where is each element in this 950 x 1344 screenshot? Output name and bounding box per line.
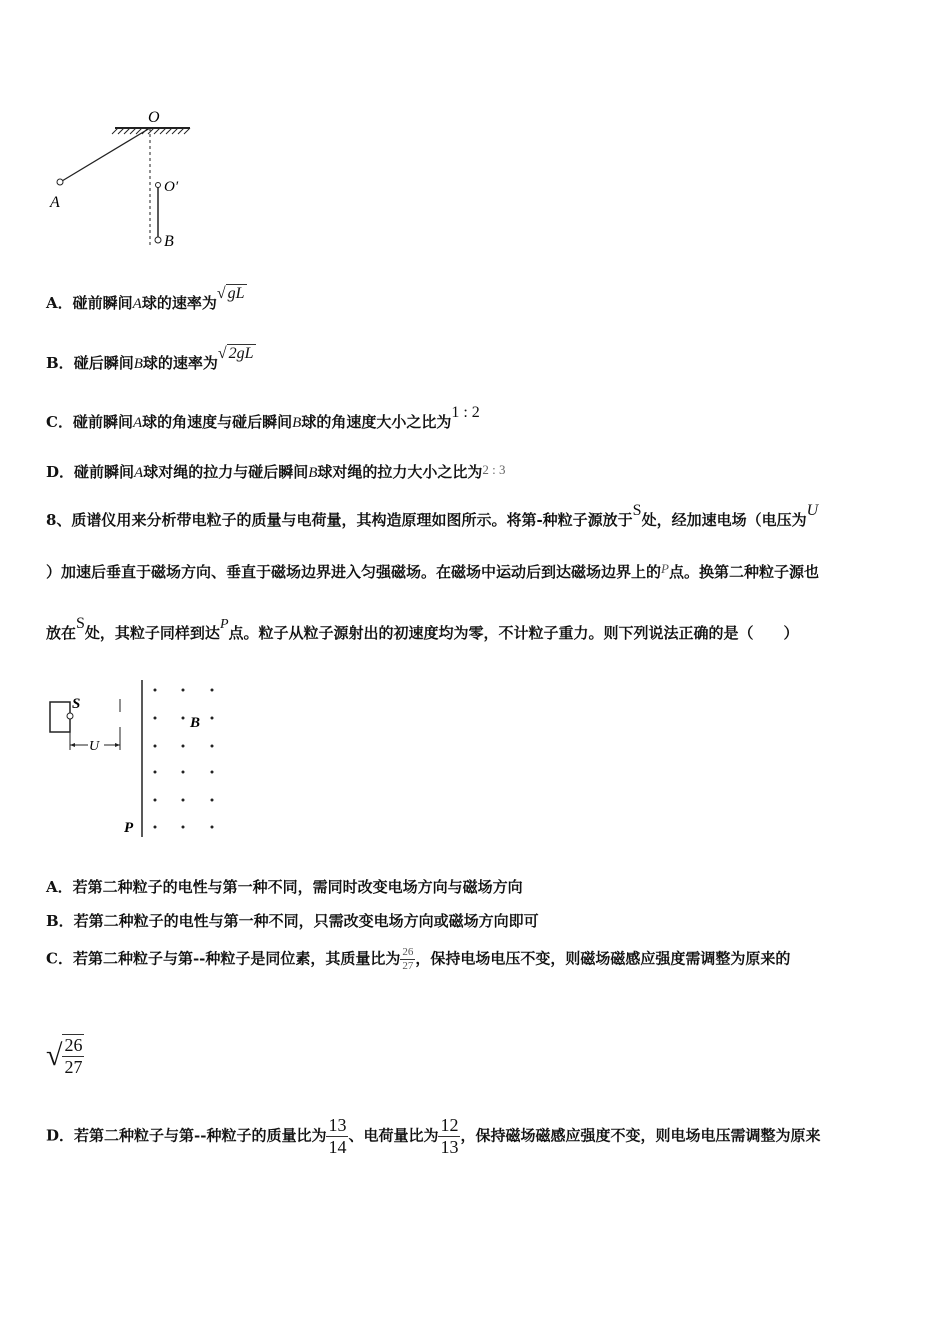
sqrt-expression: √ 2gL xyxy=(217,345,254,362)
fraction: $\frac{13}{14}$ xyxy=(328,1115,347,1157)
q8-option-d: D．若第二种粒子与第--种粒子的质量比为 $\frac{13}{14}$ 、电荷量比为 $\frac{12}{13}$ ，保持磁场磁感应强度不变，则电场电压需调整为原来 xyxy=(46,1115,821,1157)
label-b-field: B xyxy=(190,715,201,731)
label-s: S xyxy=(72,696,81,712)
option-b: B．碰后瞬间B球的速率为√ 2gL xyxy=(46,345,254,372)
option-a: A．碰前瞬间A球的速率为√ gL xyxy=(46,285,245,312)
option-c: C．碰前瞬间A球的角速度与碰后瞬间B球的角速度大小之比为1 : 2 xyxy=(46,404,480,431)
option-d: D．碰前瞬间A球对绳的拉力与碰后瞬间B球对绳的拉力大小之比为2 : 3 xyxy=(46,462,506,481)
ratio: 1 : 2 xyxy=(451,404,480,421)
label-p: P xyxy=(124,820,134,836)
sqrt-expression: √ gL xyxy=(216,285,245,302)
ratio: 2 : 3 xyxy=(482,462,506,477)
label-o: O xyxy=(148,109,160,126)
label-u: U xyxy=(89,739,100,754)
label-a: A xyxy=(50,194,60,211)
label-o-prime: O′ xyxy=(164,179,179,195)
q8-option-c: C．若第二种粒子与第--种粒子是同位素，其质量比为 $\frac{26}{27}$ ，保持电场电压不变，则磁场磁感应强度需调整为原来的 xyxy=(46,946,791,972)
label-b: B xyxy=(164,233,174,250)
question-8-line1: 8、质谱仪用来分析带电粒子的质量与电荷量，其构造原理如图所示。将第-种粒子源放于S处，经加速电场（电压为U xyxy=(46,502,819,529)
fraction: $\frac{12}{13}$ xyxy=(440,1115,459,1157)
fraction: $\frac{26}{27}$ xyxy=(402,946,414,972)
q8-option-b: B．若第二种粒子的电性与第一种不同，只需改变电场方向或磁场方向即可 xyxy=(46,912,539,930)
q8-option-a: A．若第二种粒子的电性与第一种不同，需同时改变电场方向与磁场方向 xyxy=(46,878,523,896)
question-8-line3: 放在S处，其粒子同样到达P点。粒子从粒子源射出的初速度均为零，不计粒子重力。则下列说法正确的是（ ） xyxy=(46,615,799,642)
pendulum-figure xyxy=(40,105,210,255)
question-8-line2: ）加速后垂直于磁场方向、垂直于磁场边界进入匀强磁场。在磁场中运动后到达磁场边界上的P点。换第二种粒子源也 xyxy=(46,561,819,581)
spectrometer-figure xyxy=(40,672,240,847)
sqrt-fraction: √ $\frac{26}{27}$ xyxy=(46,1035,83,1077)
